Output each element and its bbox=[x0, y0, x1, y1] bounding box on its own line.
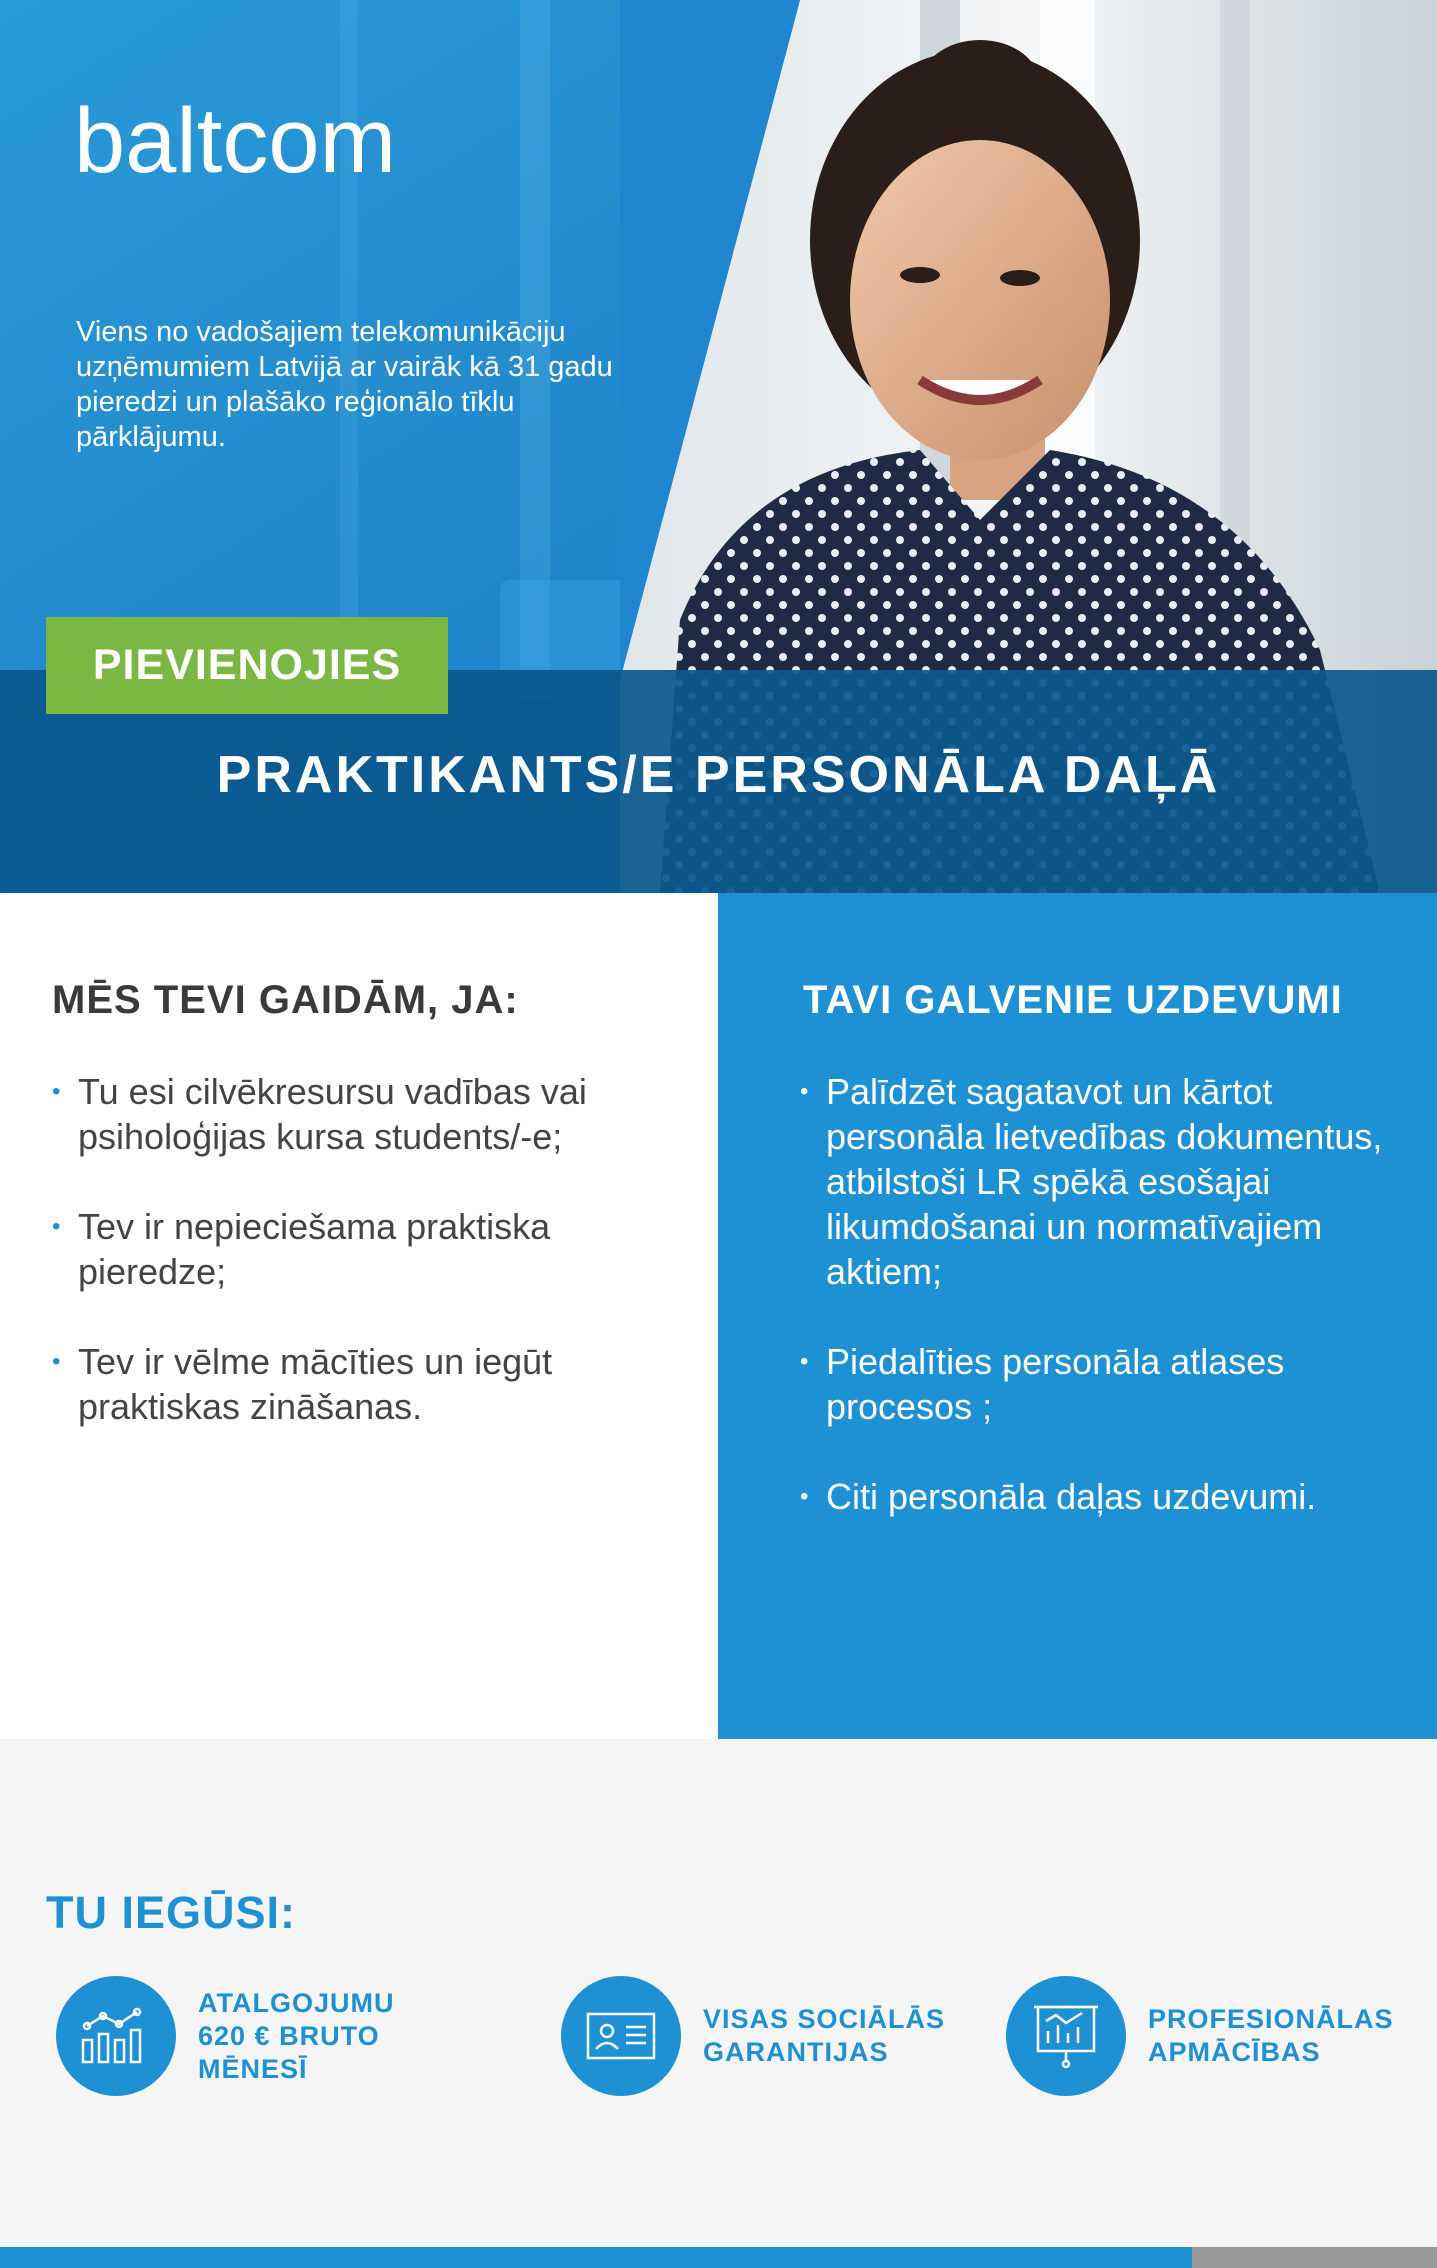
tasks-heading: TAVI GALVENIE UZDEVUMI bbox=[803, 978, 1343, 1022]
benefit-icon-circle bbox=[1006, 1976, 1126, 2096]
bullet-icon: • bbox=[800, 1348, 809, 1375]
list-item: • Piedalīties personāla atlases procesos ; bbox=[800, 1341, 1285, 1427]
benefits-heading: TU IEGŪSI: bbox=[46, 1887, 297, 1938]
footer-bar-accent bbox=[1192, 2247, 1437, 2268]
benefit-salary bbox=[56, 1976, 394, 2096]
benefit-social-guarantees bbox=[561, 1976, 945, 2096]
requirements-list bbox=[52, 1069, 692, 1474]
bullet-icon: • bbox=[800, 1078, 809, 1105]
benefit-icon-circle bbox=[561, 1976, 681, 2096]
requirements-heading: MĒS TEVI GAIDĀM, JA: bbox=[52, 978, 519, 1022]
bullet-icon: • bbox=[52, 1348, 61, 1375]
presentation-board-icon bbox=[1030, 2001, 1102, 2071]
list-item: • Palīdzēt sagatavot un kārtot personāla lietvedības dokumentus, atbilstoši LR spēkā esošajai likumdošanai un normatīvajiem aktiem; bbox=[800, 1071, 1383, 1292]
benefit-training-text: PROFESIONĀLAS APMĀCĪBAS bbox=[1148, 2004, 1394, 2067]
logo-text: baltcom bbox=[74, 90, 397, 190]
list-item: • Tev ir vēlme mācīties un iegūt praktiskas zināšanas. bbox=[52, 1341, 553, 1427]
list-item: • Tu esi cilvēkresursu vadības vai psiholoģijas kursa students/-e; bbox=[52, 1071, 587, 1157]
benefit-salary-text: ATALGOJUMU 620 € BRUTO MĒNESĪ bbox=[198, 1987, 395, 2084]
benefit-social-text: VISAS SOCIĀLĀS GARANTIJAS bbox=[703, 2004, 946, 2067]
hero-section bbox=[0, 0, 1437, 893]
job-title: PRAKTIKANTS/E PERSONĀLA DAĻĀ bbox=[216, 746, 1221, 804]
list-item: • Citi personāla daļas uzdevumi. bbox=[800, 1476, 1317, 1517]
bullet-icon: • bbox=[52, 1213, 61, 1240]
footer-bar bbox=[0, 2247, 1437, 2268]
join-badge: PIEVIENOJIES bbox=[46, 617, 448, 714]
baltcom-logo bbox=[74, 90, 474, 190]
benefit-training bbox=[1006, 1976, 1394, 2096]
tasks-list bbox=[800, 1069, 1425, 1564]
list-item: • Tev ir nepieciešama praktiska pieredze; bbox=[52, 1206, 551, 1292]
requirements-section bbox=[0, 893, 718, 1739]
bar-chart-icon bbox=[79, 2006, 153, 2066]
id-card-icon bbox=[585, 2011, 657, 2061]
bullet-icon: • bbox=[52, 1078, 61, 1105]
benefit-icon-circle bbox=[56, 1976, 176, 2096]
bullet-icon: • bbox=[800, 1483, 809, 1510]
tasks-section bbox=[718, 893, 1437, 1739]
company-tagline: Viens no vadošajiem telekomunikāciju uzņēmumiem Latvijā ar vairāk kā 31 gadu pieredzi un plašāko reģionālo tīklu pārklājumu. bbox=[76, 316, 613, 453]
benefits-section bbox=[0, 1739, 1437, 2247]
